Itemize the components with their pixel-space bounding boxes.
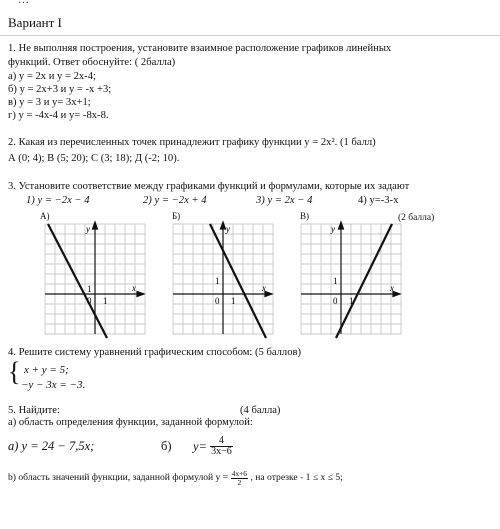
graph-a-line [48,224,107,338]
q2-line2: А (0; 4); В (5; 20); С (3; 18); Д (-2; 10). [8,153,180,164]
q5-b-line-denominator: 2 [237,477,242,487]
graph-c-line [336,224,392,338]
divider [0,35,500,36]
one-y-label: 1 [87,284,92,294]
q1-line2: функций. Ответ обоснуйте: ( 2балла) [8,57,176,68]
q1-item-c: в) y = 3 и y= 3x+1; [8,97,91,108]
q3-formula-3: 3) y = 2x − 4 [256,195,313,206]
q5-a-label: а) область определения функции, заданной формулой: [8,417,253,428]
y-label: y [331,224,335,234]
q5-title: 5. Найдите: [8,405,60,416]
q5-a-formula: а) y = 24 − 7,5x; [8,439,95,453]
top-cut-text: … [18,0,29,6]
graph-a [40,220,150,338]
q5-b-line-tail: , на отрезке - 1 ≤ x ≤ 5; [250,472,343,484]
q3-formula-1: 1) y = −2x − 4 [26,195,90,206]
graph-b-label: Б) [172,211,181,221]
graph-c [296,220,406,338]
graph-a-label: А) [40,211,50,221]
q5-b-line-text: b) область значений функции, заданной формулой y = [8,472,229,484]
q2-line1: 2. Какая из перечисленных точек принадлежит графику функции y = 2x². (1 балл) [8,137,376,148]
q5-b-denominator: 3x−6 [211,446,232,457]
q5-points: (4 балла) [240,405,281,416]
q5-b-line-fraction [231,470,248,486]
graph-b [168,220,278,338]
q5-b-fraction [210,436,233,457]
q3-points: (2 балла) [398,213,435,223]
x-arrow [265,292,272,297]
q5-b-formula [193,436,233,457]
variant-title: Вариант I [8,15,62,30]
q4-line1: 4. Решите систему уравнений графическим способом: (5 баллов) [8,347,302,358]
q3-line1: 3. Установите соответствие между графиками функций и формулами, которые их задают [8,181,410,192]
q5-b-line [8,470,343,486]
q1-item-d: г) y = -4x-4 и y= -8x-8. [8,110,109,121]
q5-b-numerator: 4 [210,436,233,447]
one-y-label: 1 [333,276,338,286]
x-arrow [137,292,144,297]
y-arrow [221,222,226,229]
q5-b-line-numerator: 4x+6 [231,469,248,478]
system-brace: { [8,356,21,387]
grid-lines [301,224,401,334]
x-label: x [390,283,394,293]
origin-label: 0 [215,296,220,306]
one-x-label: 1 [349,296,354,306]
x-arrow [393,292,400,297]
q1-item-b: б) y = 2x+3 и y = -x +3; [8,84,112,95]
graph-c-label: В) [300,211,309,221]
q5-b-prefix: б) [161,439,172,453]
x-label: x [132,283,136,293]
y-arrow [339,222,344,229]
q1-line1: 1. Не выполняя построения, установите взаимное расположение графиков линейных [8,43,392,54]
origin-label: 0 [333,296,338,306]
one-x-label: 1 [103,296,108,306]
origin-label: 0 [87,296,92,306]
one-x-label: 1 [231,296,236,306]
q5-b-y: y= [193,439,207,454]
y-label: y [86,224,90,234]
q3-formula-2: 2) y = −2x + 4 [143,195,207,206]
q4-eq1: x + y = 5; [24,364,69,376]
q4-eq2: −y − 3x = −3. [21,379,86,391]
q3-formula-4: 4) y=-3-x [358,195,399,206]
x-label: x [262,283,266,293]
one-y-label: 1 [215,276,220,286]
y-arrow [93,222,98,229]
q1-item-a: а) y = 2x и y = 2x-4; [8,71,96,82]
y-label: y [226,224,230,234]
